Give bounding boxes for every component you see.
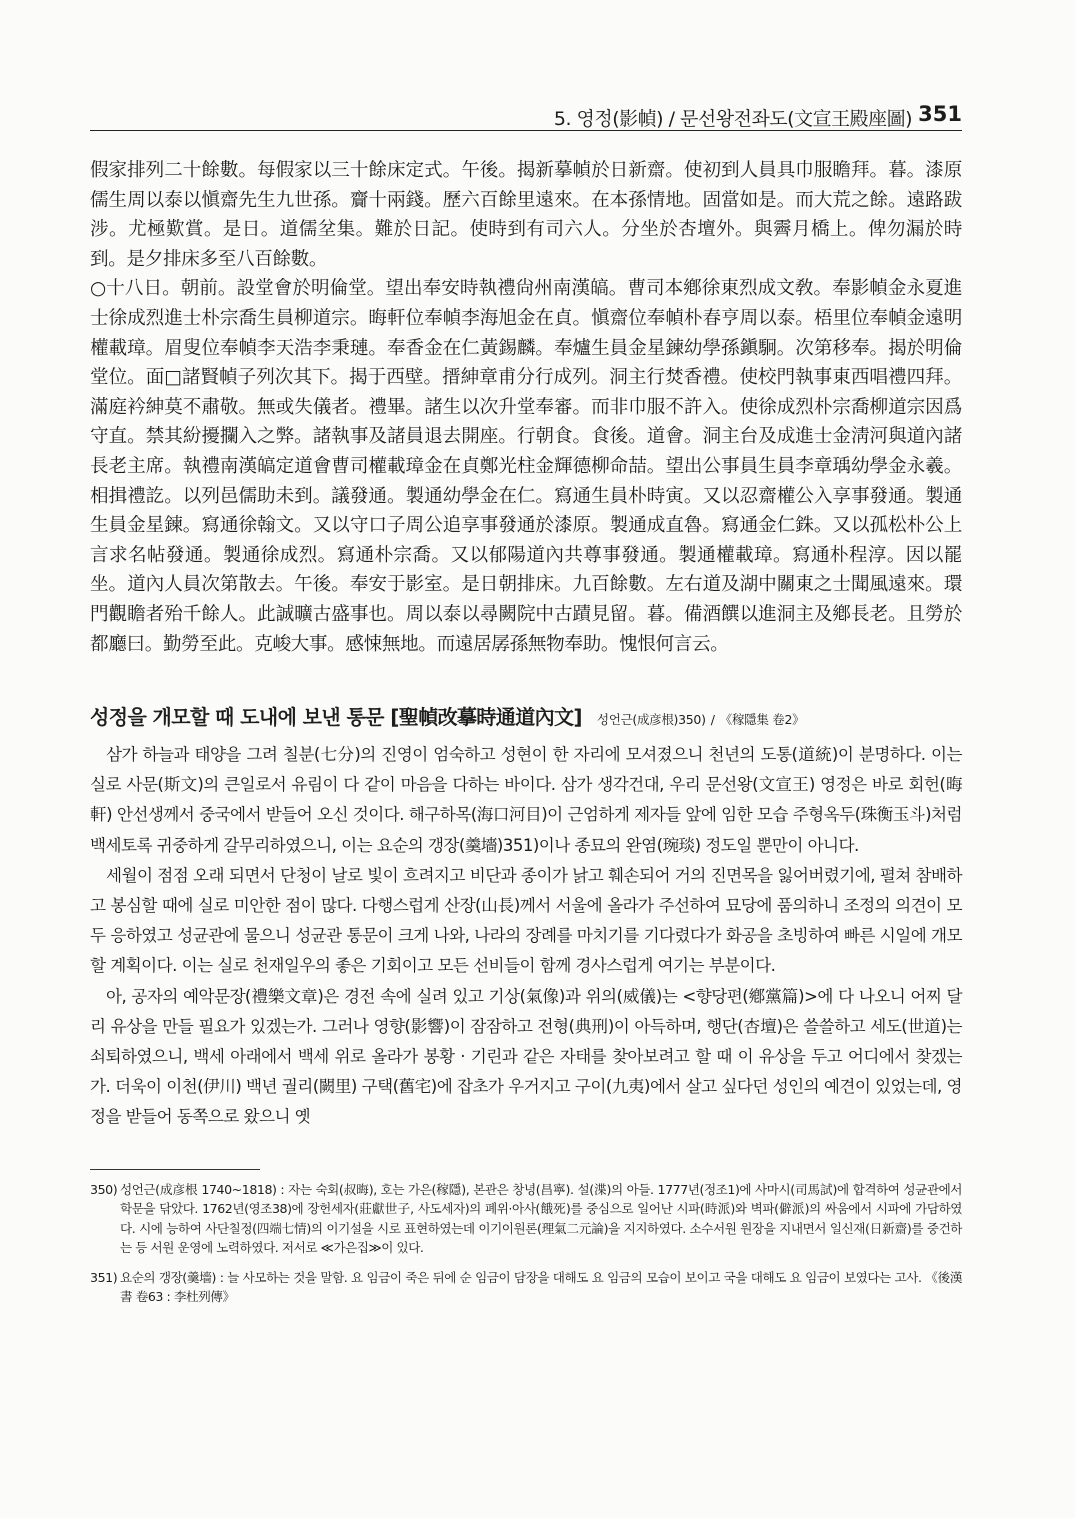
footnote-divider bbox=[90, 1169, 260, 1170]
hanmun-paragraph: 假家排列二十餘數。每假家以三十餘床定式。午後。揭新摹幀於日新齋。使初到人員具巾服瞻拜。暮。漆原儒生周以泰以愼齋先生九世孫。齎十兩錢。歷六百餘里遠來。在本孫情地。固當如是。而大荒之餘。遠路跋涉。尤極歎賞。是日。道儒坌集。難於日記。使時到有司六人。分坐於杏壇外。與霽月橋上。俾勿漏於時到。是夕排床多至八百餘數。 bbox=[90, 160, 962, 270]
section-title: 성정을 개모할 때 도내에 보낸 통문 [聖幀改摹時通道內文] bbox=[90, 705, 582, 729]
footnote-text: 성언근(成彦根 1740~1818) : 자는 숙회(叔晦), 호는 가은(稼隱), 본관은 창녕(昌寧). 설(渫)의 아들. 1777년(정조1)에 사마시(司馬試)에 합격하여 성균관에서 학문을 닦았다. 1762년(영조38)에 장헌세자(莊獻世子, 사도세자)의 폐위·아사(餓死)를 중심으로 일어난 시파(時派)와 벽파(僻派)의 싸움에서 시파에 가담하였다. 시에 능하여 사단칠정(四端七情)의 이기설을 시로 표현하였는데 이기이원론(理氣二元論)을 지지하였다. 소수서원 원장을 지내면서 일신재(日新齋)를 중건하는 등 서원 운영에 노력하였다. 저서로 ≪가은집≫이 있다. bbox=[120, 1182, 962, 1256]
footnote bbox=[90, 1180, 962, 1258]
running-header bbox=[90, 100, 962, 131]
footnotes bbox=[90, 1180, 962, 1316]
section-author: 성언근(成彦根)350) bbox=[597, 712, 706, 727]
running-title: 5. 영정(影幀) / 문선왕전좌도(文宣王殿座圖) bbox=[553, 108, 912, 130]
body-paragraph: 아, 공자의 예악문장(禮樂文章)은 경전 속에 실려 있고 기상(氣像)과 위의(威儀)는 <향당편(鄕黨篇)>에 다 나오니 어찌 달리 유상을 만들 필요가 있겠는가. 그러나 영향(影響)이 잠잠하고 전형(典刑)이 아득하며, 행단(杏壇)은 쓸쓸하고 세도(世道)는 쇠퇴하였으니, 백세 아래에서 백세 위로 올라가 봉황 · 기린과 같은 자태를 찾아보려고 할 때 이 유상을 두고 어디에서 찾겠는가. 더욱이 이천(伊川) 백년 궐리(闕里) 구택(舊宅)에 잡초가 우거지고 구이(九夷)에서 살고 싶다던 성인의 예견이 있었는데, 영정을 받들어 동쪽으로 왔으니 옛 bbox=[90, 986, 962, 1127]
section-separator: / bbox=[710, 712, 715, 727]
footnote-number: 351) bbox=[90, 1269, 118, 1285]
hanmun-paragraph: ○十八日。朝前。設堂會於明倫堂。望出奉安時執禮尙州南漢皜。曹司本鄕徐東烈成文敎。奉影幀金永夏進士徐成烈進士朴宗喬生員柳道宗。晦軒位奉幀李海旭金在貞。愼齋位奉幀朴春亨周以泰。梧里位奉幀金遠明權載璋。眉叟位奉幀李天浩李秉璉。奉香金在仁黃錫麟。奉爐生員金星鍊幼學孫鎭駉。次第移奉。揭於明倫堂位。面□諸賢幀子列次其下。揭于西壁。搢紳章甫分行成列。洞主行焚香禮。使校門執事東西唱禮四拜。滿庭衿紳莫不肅敬。無或失儀者。禮畢。諸生以次升堂奉審。而非巾服不許入。使徐成烈朴宗喬柳道宗因爲守直。禁其紛擾攔入之弊。諸執事及諸員退去開座。行朝食。食後。道會。洞主台及成進士金淸河與道內諸長老主席。執禮南漢皜定道會曹司權載璋金在貞鄭光柱金輝德柳命喆。望出公事員生員李章瑀幼學金永羲。相揖禮訖。以列邑儒助未到。議發通。製通幼學金在仁。寫通生員朴時寅。又以忍齋權公入享事發通。製通生員金星鍊。寫通徐翰文。又以守口子周公追享事發通於漆原。製通成直魯。寫通金仁銖。又以孤松朴公上言求名帖發通。製通徐成烈。寫通朴宗喬。又以郁陽道內共尊事發通。製通權載璋。寫通朴程淳。因以罷坐。道內人員次第散去。午後。奉安于影室。是日朝排床。九百餘數。左右道及湖中關東之士聞風遠來。環門觀瞻者殆千餘人。此誠曠古盛事也。周以泰以尋闕院中古蹟見留。暮。備酒饌以進洞主及鄕長老。且勞於都廳曰。勤勞至此。克峻大事。感悚無地。而遠居孱孫無物奉助。愧恨何言云。 bbox=[90, 278, 962, 655]
footnote-text: 요순의 갱장(羹墻) : 늘 사모하는 것을 말함. 요 임금이 죽은 뒤에 순 임금이 담장을 대해도 요 임금의 모습이 보이고 국을 대해도 요 임금이 보였다는 고사. 《後漢書 卷63 : 李杜列傳》 bbox=[120, 1269, 962, 1305]
page-number: 351 bbox=[918, 102, 962, 126]
footnote bbox=[90, 1268, 962, 1307]
classical-chinese-text bbox=[90, 156, 962, 659]
section-heading bbox=[90, 701, 962, 735]
body-paragraph: 삼가 하늘과 태양을 그려 칠분(七分)의 진영이 엄숙하고 성현이 한 자리에 모셔졌으니 천년의 도통(道統)이 분명하다. 이는 실로 사문(斯文)의 큰일로서 유림이 다 같이 마음을 다하는 바이다. 삼가 생각건대, 우리 문선왕(文宣王) 영정은 바로 회헌(晦軒) 안선생께서 중국에서 받들어 오신 것이다. 해구하목(海口河目)이 근엄하게 제자들 앞에 임한 모습 주형옥두(珠衡玉斗)처럼 백세토록 귀중하게 갈무리하였으니, 이는 요순의 갱장(羹墻)351)이나 종묘의 완염(琬琰) 정도일 뿐만이 아니다. bbox=[90, 745, 963, 855]
body-paragraph: 세월이 점점 오래 되면서 단청이 날로 빛이 흐려지고 비단과 종이가 낡고 훼손되어 거의 진면목을 잃어버렸기에, 펼쳐 참배하고 봉심할 때에 실로 미안한 점이 많다. 다행스럽게 산장(山長)께서 서울에 올라가 주선하여 묘당에 품의하니 조정의 의견이 모두 응하였고 성균관에 물으니 성균관 통문이 크게 나와, 나라의 장례를 마치기를 기다렸다가 화공을 초빙하여 빠른 시일에 개모할 계획이다. 이는 실로 천재일우의 좋은 기회이고 모든 선비들이 함께 경사스럽게 여기는 부분이다. bbox=[90, 865, 962, 976]
translation-body bbox=[90, 740, 962, 1133]
footnote-number: 350) bbox=[90, 1182, 118, 1197]
section-source: 《稼隱集 卷2》 bbox=[719, 712, 805, 727]
